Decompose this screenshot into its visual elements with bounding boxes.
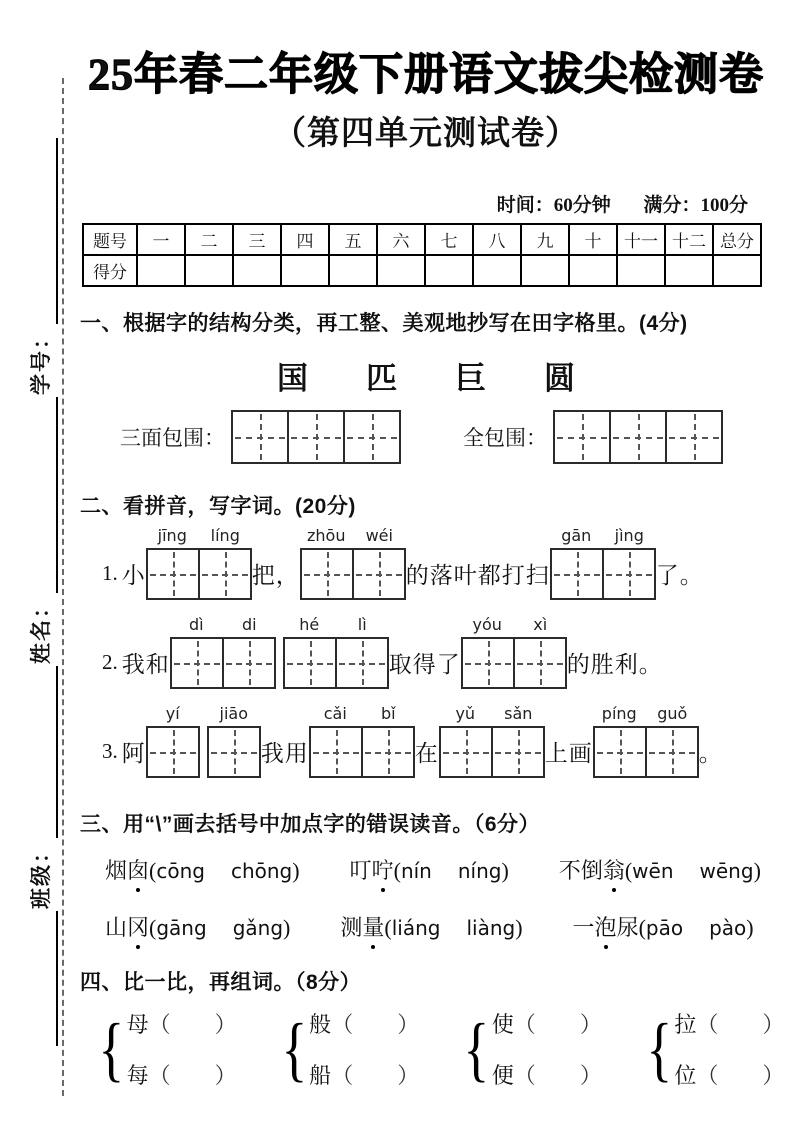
paren-open: ( — [393, 857, 401, 883]
pair-character: 使 — [491, 1011, 514, 1037]
writing-cell — [552, 550, 604, 598]
score-empty-cell — [329, 255, 377, 286]
paren-close-full: ） — [214, 1062, 237, 1088]
pinyin-writing-box — [207, 703, 261, 778]
pinyin-row — [146, 704, 200, 723]
score-empty-cell — [521, 255, 569, 286]
line-number: 3. — [102, 739, 118, 764]
word-pair-row — [492, 1059, 602, 1090]
pair-character: 母 — [126, 1011, 149, 1037]
pinyin-syllable: píng — [601, 703, 637, 723]
score-empty-cell — [425, 255, 473, 286]
pronunciation-item — [559, 854, 761, 885]
pinyin-option: liàng — [466, 915, 516, 940]
sentence-text: 的胜利。 — [566, 652, 663, 678]
question-number-cell: 八 — [473, 224, 521, 255]
question-number-cell: 十 — [569, 224, 617, 255]
writing-cells — [207, 726, 261, 778]
line-number: 1. — [102, 561, 118, 586]
pinyin-row — [207, 704, 261, 723]
writing-cell — [311, 728, 363, 776]
paren-close-full: ） — [214, 1011, 237, 1037]
exam-meta — [80, 190, 772, 217]
section-four-heading: 四、比一比，再组词。（8分） — [80, 970, 362, 994]
writing-cells — [593, 726, 699, 778]
paren-close: ) — [501, 857, 509, 883]
pronunciation-row — [80, 854, 772, 885]
pronunciation-item — [105, 911, 290, 942]
word-character: 不 — [558, 857, 581, 883]
brace-glyph: { — [280, 1008, 307, 1089]
pinyin-syllable: gān — [561, 525, 592, 545]
paren-open: ( — [624, 857, 633, 883]
pinyin-syllable: dì — [188, 614, 204, 634]
pinyin-option: nín — [400, 858, 432, 883]
pinyin-syllable: hé — [299, 614, 320, 634]
score-empty-cell — [185, 255, 233, 286]
paren-open: ( — [149, 914, 157, 940]
pair-character: 般 — [309, 1011, 332, 1037]
score-empty-cell — [713, 255, 761, 286]
writing-cell — [595, 728, 647, 776]
pronunciation-row — [80, 911, 772, 942]
writing-cell — [224, 639, 274, 687]
emphasized-character: 冈 — [127, 911, 149, 942]
sentence-text: 把， — [251, 563, 300, 589]
pinyin-syllable: di — [241, 614, 257, 634]
pinyin-option: níng — [457, 858, 502, 883]
word-pair-column — [127, 1008, 237, 1090]
section-three-heading: 三、用“\”画去括号中加点字的错误读音。（6分） — [80, 812, 541, 836]
sentence-text: 在 — [414, 741, 439, 767]
paper-subtitle: （第四单元测试卷） — [273, 115, 579, 152]
sentence-text: 我用 — [260, 741, 309, 767]
pinyin-writing-box — [309, 703, 415, 778]
word-pair-row — [492, 1008, 602, 1039]
pinyin-row — [309, 704, 415, 723]
student-info-label: 学号： — [29, 326, 53, 395]
pinyin-option: pào — [709, 915, 747, 940]
pronunciation-item — [350, 854, 509, 885]
pinyin-writing-box — [550, 525, 656, 600]
score-label: 得分 — [83, 255, 137, 286]
tianzige-group — [120, 410, 401, 464]
section-one-grids — [80, 410, 772, 464]
word-pair-row — [309, 1008, 419, 1039]
word-pair-column — [309, 1008, 419, 1090]
pinyin-row — [550, 526, 656, 545]
word-character: 尿 — [616, 914, 639, 940]
write-line — [30, 397, 58, 593]
pinyin-syllable: zhōu — [307, 525, 346, 545]
pronunciation-item — [105, 854, 300, 885]
paren-close: ) — [283, 914, 291, 940]
word-pair-group — [277, 1008, 420, 1090]
question-number-cell: 四 — [281, 224, 329, 255]
pinyin-syllable: cǎi — [323, 703, 347, 723]
student-info-strip — [18, 97, 58, 1087]
word-pair-column — [492, 1008, 602, 1090]
writing-cell — [363, 728, 413, 776]
tianzige-cell — [667, 412, 721, 462]
pair-character: 便 — [491, 1062, 514, 1088]
section-two-heading: 二、看拼音，写字词。(20分) — [80, 494, 356, 518]
writing-cells — [170, 637, 276, 689]
paren-close-full: ） — [762, 1062, 785, 1088]
pinyin-writing-box — [593, 703, 699, 778]
writing-cell — [148, 550, 200, 598]
writing-cells — [550, 548, 656, 600]
question-number-cell: 三 — [233, 224, 281, 255]
writing-cell — [354, 550, 404, 598]
sentence-text: 我和 — [121, 652, 170, 678]
sentence-text: 小 — [121, 563, 146, 589]
paren-open-full: （ — [696, 1062, 719, 1088]
score-empty-cell — [473, 255, 521, 286]
copy-character: 国 — [277, 360, 308, 396]
pinyin-syllable: jiāo — [219, 703, 248, 723]
score-empty-cell — [137, 255, 185, 286]
sentence-text: 的落叶都打扫 — [405, 563, 550, 589]
pinyin-writing-box — [170, 614, 276, 689]
pinyin-syllable: sǎn — [504, 703, 533, 723]
word-pair-row — [674, 1008, 784, 1039]
paper-title: 25年春二年级下册语文拔尖检测卷 — [88, 50, 764, 99]
word-pair-row — [127, 1008, 237, 1039]
pinyin-line — [80, 613, 772, 689]
tianzige-group-label: 三面包围： — [120, 425, 225, 450]
pinyin-option: wēng — [699, 858, 754, 883]
pinyin-syllable: yóu — [472, 614, 502, 634]
sentence-text: 阿 — [121, 741, 146, 767]
paren-close-full: ） — [762, 1011, 785, 1037]
paren-close: ) — [515, 914, 523, 940]
score-empty-cell — [569, 255, 617, 286]
writing-cells — [283, 637, 389, 689]
pinyin-syllable: lì — [357, 614, 367, 634]
word-character: 烟 — [105, 857, 128, 883]
pinyin-option: liáng — [391, 915, 441, 940]
paper-content — [80, 0, 785, 1090]
tianzige-grid — [231, 410, 401, 464]
pinyin-option: gāng — [156, 915, 207, 940]
line-number: 2. — [102, 650, 118, 675]
question-number-cell: 总分 — [713, 224, 761, 255]
paren-close: ) — [292, 857, 300, 883]
student-info-label: 班级： — [29, 840, 53, 909]
pinyin-row — [283, 615, 389, 634]
writing-cell — [441, 728, 493, 776]
section-two-lines — [80, 524, 772, 778]
score-table-score-row — [83, 255, 761, 286]
pinyin-writing-box — [146, 525, 252, 600]
pinyin-syllable: bǐ — [380, 703, 396, 723]
writing-cell — [200, 550, 250, 598]
pinyin-option: pāo — [645, 915, 684, 940]
question-number-label: 题号 — [83, 224, 137, 255]
question-number-cell: 十一 — [617, 224, 665, 255]
question-number-cell: 二 — [185, 224, 233, 255]
sentence-text: 了。 — [655, 563, 704, 589]
paren-close: ) — [753, 857, 761, 883]
word-pair-row — [309, 1059, 419, 1090]
pair-character: 位 — [674, 1062, 697, 1088]
paren-open: ( — [149, 857, 157, 883]
word-character: 山 — [105, 914, 128, 940]
tianzige-grid — [553, 410, 723, 464]
pair-character: 拉 — [674, 1011, 697, 1037]
word-character: 测 — [340, 914, 363, 940]
pinyin-syllable: yí — [165, 703, 180, 723]
pinyin-option: chōng — [230, 858, 293, 883]
brace-glyph: { — [463, 1008, 490, 1089]
copy-character: 巨 — [455, 360, 486, 396]
paren-close-full: ） — [397, 1011, 420, 1037]
writing-cells — [461, 637, 567, 689]
pinyin-writing-box — [439, 703, 545, 778]
word-character: 一 — [572, 914, 595, 940]
pair-character: 船 — [309, 1062, 332, 1088]
writing-cells — [146, 726, 200, 778]
pinyin-writing-box — [146, 703, 200, 778]
word-pair-column — [674, 1008, 784, 1090]
pinyin-syllable: jìng — [614, 525, 644, 545]
writing-cell — [493, 728, 543, 776]
tianzige-group-label: 全包围： — [463, 425, 547, 450]
write-line — [30, 666, 58, 838]
score-table-body — [83, 224, 761, 286]
word-pair-group — [94, 1008, 237, 1090]
writing-cell — [302, 550, 354, 598]
paren-open-full: （ — [148, 1062, 171, 1088]
copy-character: 圆 — [544, 360, 575, 396]
writing-cells — [439, 726, 545, 778]
question-number-cell: 十二 — [665, 224, 713, 255]
pinyin-syllable: xì — [533, 614, 548, 634]
pinyin-row — [170, 615, 276, 634]
paren-open: ( — [384, 914, 392, 940]
paren-open: ( — [638, 914, 646, 940]
question-number-cell: 一 — [137, 224, 185, 255]
score-empty-cell — [233, 255, 281, 286]
question-number-cell: 五 — [329, 224, 377, 255]
pinyin-writing-box — [300, 525, 406, 600]
word-character: 叮 — [349, 857, 372, 883]
score-table — [82, 223, 762, 287]
tianzige-cell — [233, 412, 289, 462]
pronunciation-item — [573, 911, 754, 942]
writing-cells — [300, 548, 406, 600]
pinyin-option: wēn — [632, 858, 674, 883]
tianzige-cell — [555, 412, 611, 462]
pinyin-syllable: líng — [210, 525, 240, 545]
brace-glyph: { — [98, 1008, 125, 1089]
writing-cell — [209, 728, 259, 776]
paren-close-full: ） — [397, 1062, 420, 1088]
paren-close: ) — [746, 914, 754, 940]
brace-glyph: { — [646, 1008, 673, 1089]
emphasized-character: 量 — [362, 911, 384, 942]
section-one-heading: 一、根据字的结构分类，再工整、美观地抄写在田字格里。(4分) — [80, 311, 688, 335]
word-pair-group — [642, 1008, 785, 1090]
pinyin-row — [593, 704, 699, 723]
pinyin-writing-box — [283, 614, 389, 689]
pinyin-line — [80, 702, 772, 778]
pinyin-writing-box — [461, 614, 567, 689]
pinyin-option: gǎng — [232, 915, 284, 940]
pinyin-syllable: guǒ — [657, 703, 688, 723]
writing-cell — [337, 639, 387, 687]
score-empty-cell — [665, 255, 713, 286]
writing-cell — [172, 639, 224, 687]
sentence-text: 上画 — [544, 741, 593, 767]
emphasized-character: 泡 — [595, 911, 617, 942]
pinyin-row — [300, 526, 406, 545]
sentence-text: 取得了 — [388, 652, 461, 678]
word-pair-group — [459, 1008, 602, 1090]
student-info-label: 姓名： — [29, 595, 53, 664]
section-three-rows — [80, 854, 772, 942]
tianzige-cell — [289, 412, 345, 462]
writing-cells — [146, 548, 252, 600]
tianzige-cell — [345, 412, 399, 462]
pinyin-syllable: wéi — [365, 525, 393, 545]
full-score: 满分：100分 — [643, 194, 748, 216]
sentence-text: 。 — [698, 741, 723, 767]
paren-open-full: （ — [148, 1011, 171, 1037]
paren-open-full: （ — [513, 1011, 536, 1037]
emphasized-character: 囱 — [127, 854, 149, 885]
write-line — [30, 911, 58, 1046]
paren-open-full: （ — [696, 1011, 719, 1037]
writing-cell — [604, 550, 654, 598]
pinyin-syllable: yǔ — [455, 703, 476, 723]
score-empty-cell — [281, 255, 329, 286]
write-line — [30, 138, 58, 324]
paren-close-full: ） — [579, 1062, 602, 1088]
paren-open-full: （ — [331, 1062, 354, 1088]
tianzige-cell — [611, 412, 667, 462]
paren-open-full: （ — [331, 1011, 354, 1037]
writing-cell — [647, 728, 697, 776]
seal-line-dashed-rule — [62, 78, 64, 1096]
paren-close-full: ） — [579, 1011, 602, 1037]
writing-cell — [285, 639, 337, 687]
writing-cell — [463, 639, 515, 687]
paren-open-full: （ — [513, 1062, 536, 1088]
pair-character: 每 — [126, 1062, 149, 1088]
word-character: 倒 — [580, 857, 603, 883]
pinyin-line — [80, 524, 772, 600]
writing-cells — [309, 726, 415, 778]
section-four-pairs — [80, 1008, 785, 1090]
writing-cell — [148, 728, 198, 776]
emphasized-character: 翁 — [603, 854, 625, 885]
pinyin-row — [461, 615, 567, 634]
question-number-cell: 七 — [425, 224, 473, 255]
pinyin-row — [439, 704, 545, 723]
copy-character: 匹 — [366, 360, 397, 396]
score-empty-cell — [377, 255, 425, 286]
word-pair-row — [127, 1059, 237, 1090]
pronunciation-item — [340, 911, 522, 942]
tianzige-group — [463, 410, 723, 464]
section-one-characters — [80, 353, 772, 398]
score-table-header-row — [83, 224, 761, 255]
time-limit: 时间：60分钟 — [496, 194, 611, 216]
word-pair-row — [674, 1059, 784, 1090]
pinyin-syllable: jīng — [157, 525, 187, 545]
writing-cell — [515, 639, 565, 687]
score-empty-cell — [617, 255, 665, 286]
pinyin-option: cōng — [156, 858, 205, 883]
question-number-cell: 九 — [521, 224, 569, 255]
pinyin-row — [146, 526, 252, 545]
emphasized-character: 咛 — [372, 854, 394, 885]
question-number-cell: 六 — [377, 224, 425, 255]
